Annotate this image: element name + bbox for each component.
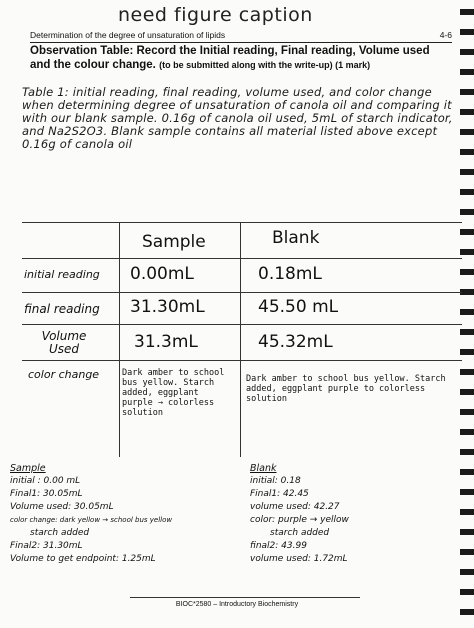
table-rule [22, 222, 462, 223]
table-rule [22, 292, 462, 293]
row-label-color: color change [28, 368, 100, 381]
table-rule [22, 324, 462, 325]
observation-instructions [30, 44, 450, 72]
blank-initial-value: 0.18mL [258, 264, 322, 284]
header-title: Determination of the degree of unsaturation of lipids [30, 30, 226, 40]
sample-color-change: Dark amber to school bus yellow. Starch added, eggplant purple → colorless solution [122, 368, 225, 418]
blank-note-line: initial: 0.18 [250, 476, 301, 486]
sample-notes-heading: Sample [10, 463, 46, 474]
column-header-blank: Blank [272, 228, 320, 248]
table-divider [119, 222, 120, 457]
table-rule [22, 258, 462, 259]
sample-note-line: Volume to get endpoint: 1.25mL [10, 554, 156, 564]
blank-volume-value: 45.32mL [258, 332, 333, 352]
page-number: 4-6 [439, 30, 452, 40]
blank-note-line: Final1: 42.45 [250, 489, 309, 499]
observation-note: (to be submitted along with the write-up) (1 mark) [159, 60, 371, 70]
handwritten-note: need figure caption [118, 4, 313, 26]
blank-note-line: volume used: 1.72mL [250, 554, 348, 564]
column-header-sample: Sample [142, 232, 206, 252]
sample-volume-value: 31.3mL [134, 332, 198, 352]
row-label-initial: initial reading [24, 268, 100, 281]
sample-final-value: 31.30mL [130, 297, 205, 317]
blank-notes [250, 462, 440, 566]
table-rule [22, 360, 462, 361]
sample-note-line: Final1: 30.05mL [10, 489, 83, 499]
observation-title: Observation Table: Record the Initial reading, Final reading, Volume used and the colour change. [30, 45, 430, 71]
blank-note-line: starch added [270, 528, 330, 538]
sample-note-line: initial : 0.00 mL [10, 476, 81, 486]
table-caption: Table 1: initial reading, final reading, volume used, and color change when determining degree of unsaturation of canola oil and comparing it with our blank sample. 0.16g of canola oil used, 5mL of starch indicator, and Na2S2O3. Blank sample contains all material listed above except 0.16g of canola oil [22, 85, 453, 151]
row-label-volume: Volume Used [41, 329, 87, 356]
footer-rule [130, 597, 360, 598]
observation-table [22, 222, 462, 457]
sample-note-line: Final2: 31.30mL [10, 541, 83, 551]
blank-notes-heading: Blank [250, 463, 277, 474]
blank-final-value: 45.50 mL [258, 297, 339, 317]
blank-color-change: Dark amber to school bus yellow. Starch added, eggplant purple to colorless solution [246, 374, 446, 404]
blank-note-line: volume used: 42.27 [250, 502, 340, 512]
spiral-binding [460, 0, 474, 628]
page-footer: BIOC*2580 – Introductory Biochemistry [175, 601, 299, 608]
sample-note-line: starch added [30, 528, 90, 538]
sample-notes [10, 462, 220, 566]
page-header [30, 30, 452, 43]
sample-note-line: color change: dark yellow → school bus yellow [10, 516, 173, 524]
sample-note-line: Volume used: 30.05mL [10, 502, 114, 512]
sample-initial-value: 0.00mL [130, 264, 194, 284]
row-label-final: final reading [24, 302, 100, 316]
blank-note-line: final2: 43.99 [250, 541, 307, 551]
blank-note-line: color: purple → yellow [250, 515, 349, 525]
table-divider [240, 222, 241, 457]
